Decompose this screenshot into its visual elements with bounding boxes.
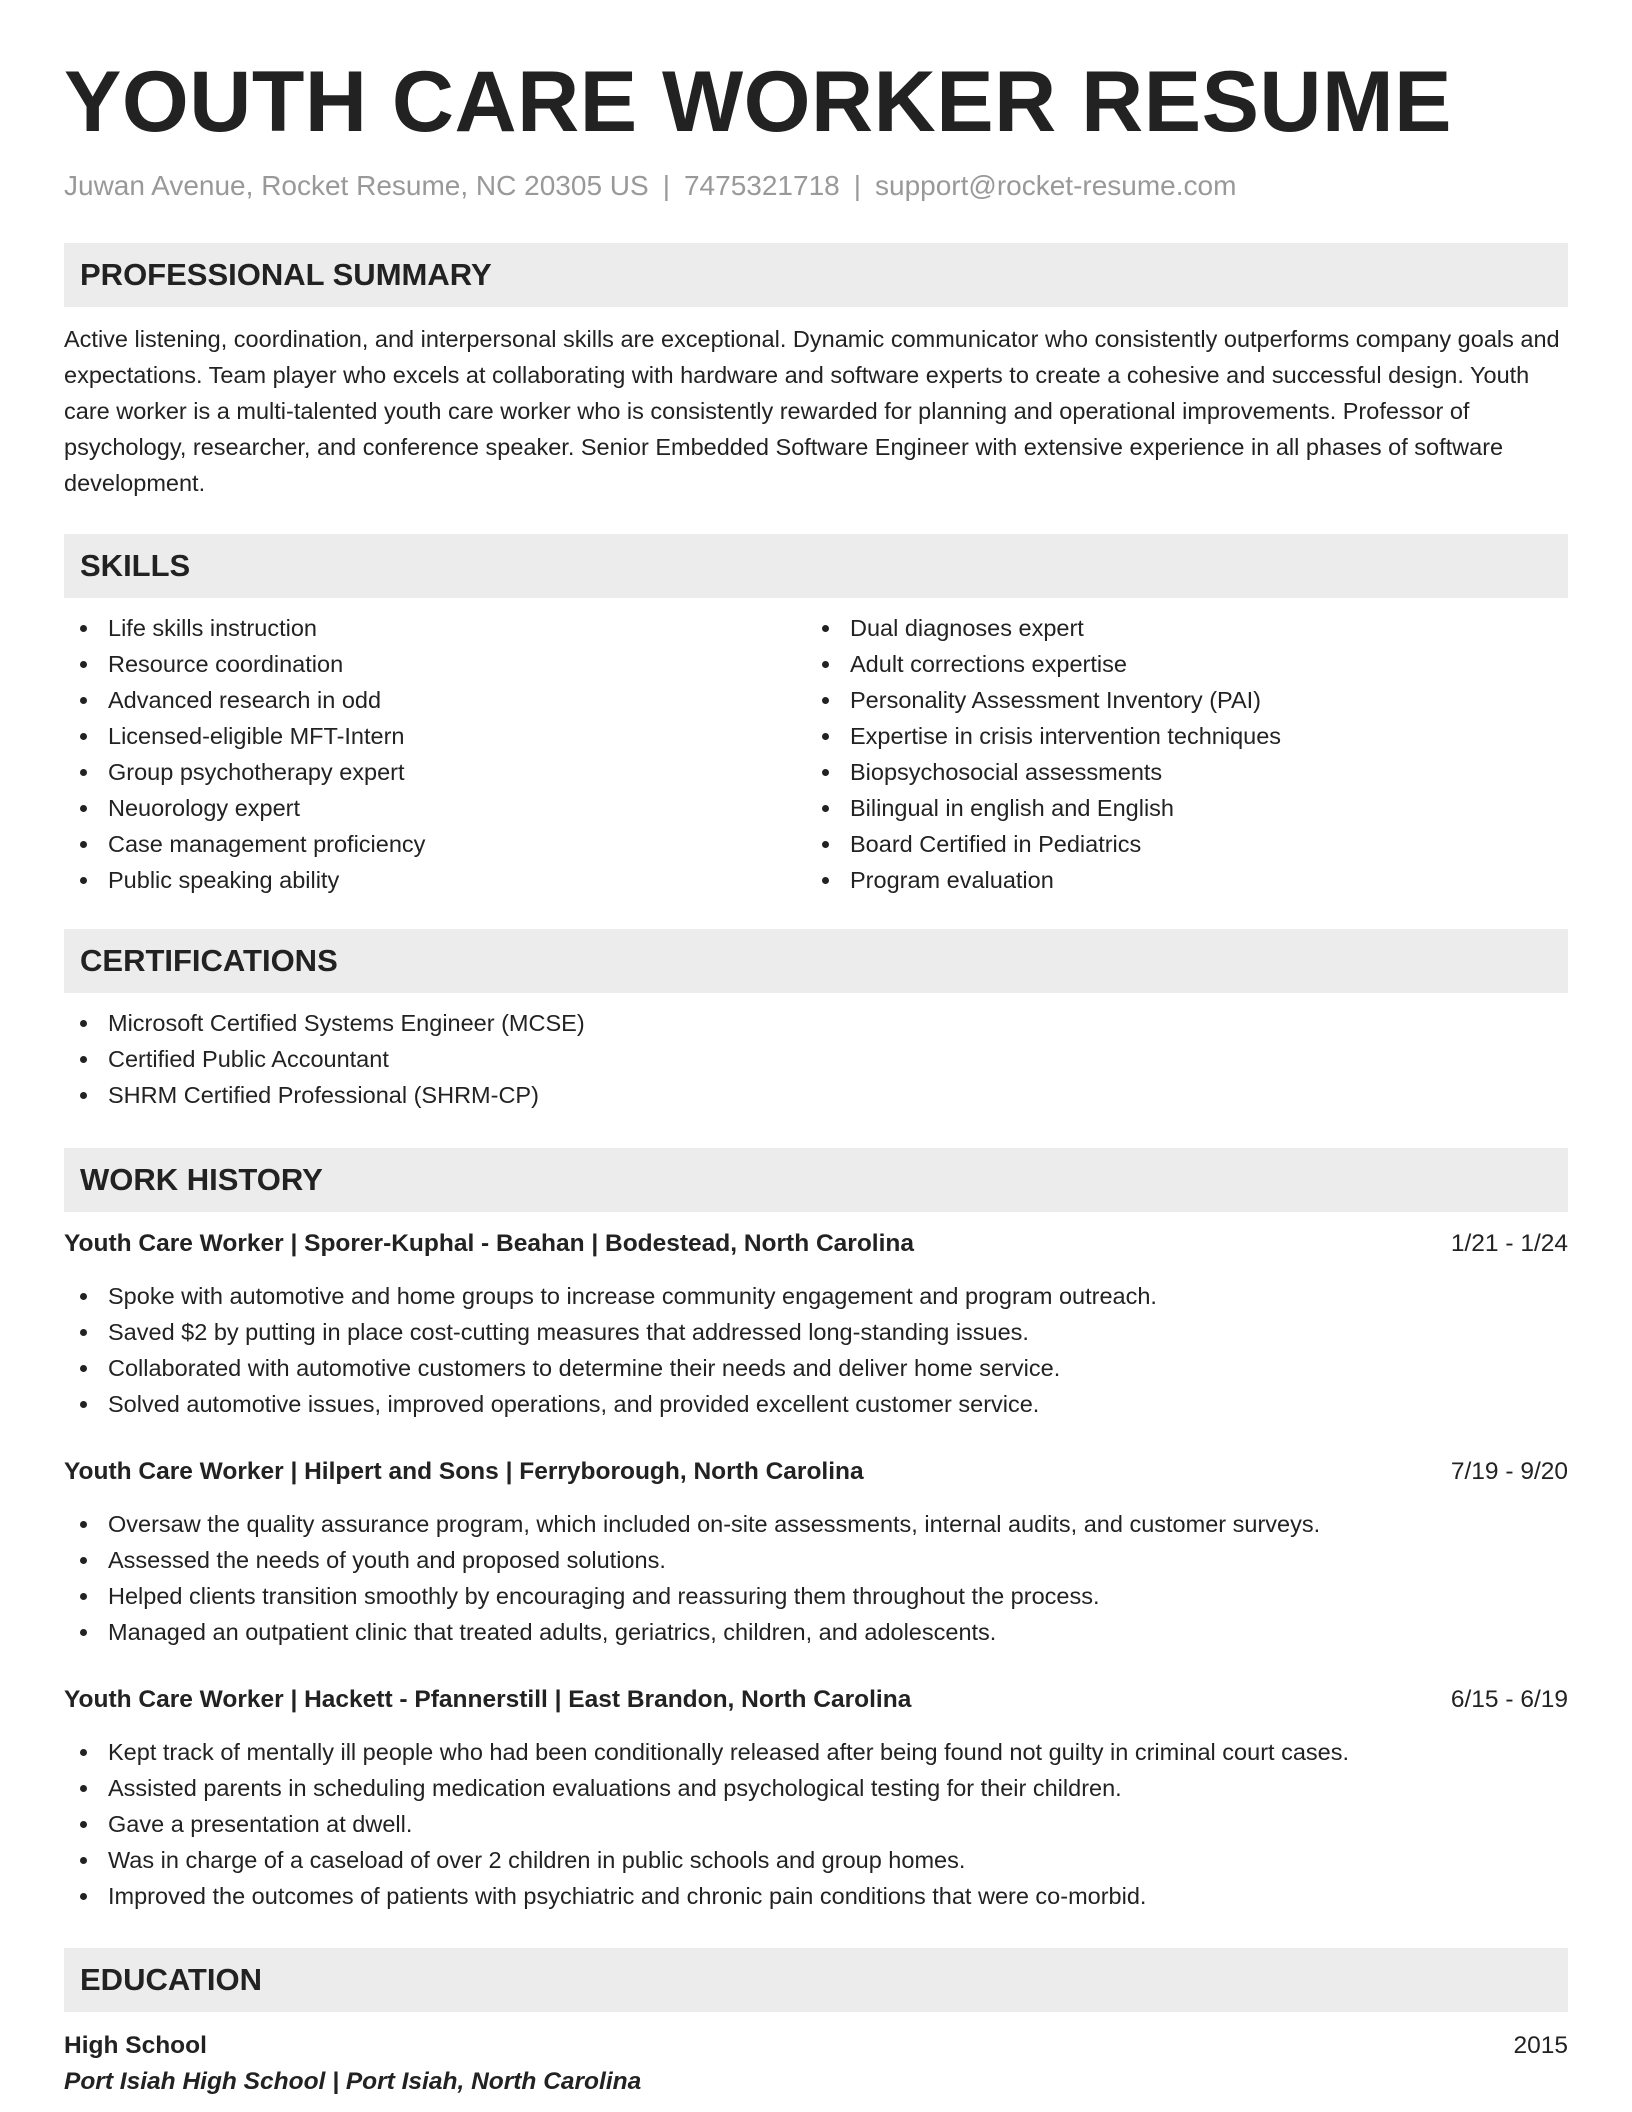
contact-phone[interactable]: 7475321718 [683,170,840,201]
job-dates: 7/19 - 9/20 [1450,1458,1568,1485]
list-item: Case management proficiency [64,826,806,862]
list-item: Assessed the needs of youth and proposed solutions. [64,1542,1568,1578]
resume-title: YOUTH CARE WORKER RESUME [64,54,1453,150]
list-item: Expertise in crisis intervention techniques [806,718,1548,754]
list-item: Resource coordination [64,646,806,682]
contact-separator: | [853,170,861,201]
list-item: Helped clients transition smoothly by encouraging and reassuring them throughout the process. [64,1578,1568,1614]
job-bullets [64,1278,1568,1422]
list-item: Advanced research in odd [64,682,806,718]
list-item: Kept track of mentally ill people who had been conditionally released after being found not guilty in criminal court cases. [64,1734,1568,1770]
contact-line [64,168,1568,204]
job-header [64,1226,1568,1262]
resume-page [64,0,1568,2100]
job-header [64,1682,1568,1718]
list-item: Collaborated with automotive customers to determine their needs and deliver home service. [64,1350,1568,1386]
job-bullets [64,1734,1568,1914]
job-bullets [64,1506,1568,1650]
skills-columns [64,610,1568,898]
certifications-list [64,1005,1568,1113]
section-heading-work-history: WORK HISTORY [64,1148,1568,1212]
list-item: Was in charge of a caseload of over 2 children in public schools and group homes. [64,1842,1568,1878]
list-item: Gave a presentation at dwell. [64,1806,1568,1842]
section-heading-certifications: CERTIFICATIONS [64,929,1568,993]
list-item: Microsoft Certified Systems Engineer (MCSE) [64,1005,1568,1041]
list-item: SHRM Certified Professional (SHRM-CP) [64,1077,1568,1113]
job-header [64,1454,1568,1490]
job-dates: 1/21 - 1/24 [1450,1230,1568,1257]
job-title: Youth Care Worker | Hilpert and Sons | Ferryborough, North Carolina [64,1458,864,1485]
contact-address: Juwan Avenue, Rocket Resume, NC 20305 US [64,170,649,201]
list-item: Solved automotive issues, improved operations, and provided excellent customer service. [64,1386,1568,1422]
section-heading-summary: PROFESSIONAL SUMMARY [64,243,1568,307]
job-dates: 6/15 - 6/19 [1450,1686,1568,1713]
list-item: Adult corrections expertise [806,646,1548,682]
list-item: Life skills instruction [64,610,806,646]
list-item: Neuorology expert [64,790,806,826]
skills-list-left [64,610,806,898]
list-item: Managed an outpatient clinic that treated adults, geriatrics, children, and adolescents. [64,1614,1568,1650]
job-title: Youth Care Worker | Sporer-Kuphal - Beahan | Bodestead, North Carolina [64,1230,915,1257]
list-item: Biopsychosocial assessments [806,754,1548,790]
job-entry [64,1454,1568,1650]
section-heading-education: EDUCATION [64,1948,1568,2012]
list-item: Dual diagnoses expert [806,610,1548,646]
job-entry [64,1226,1568,1422]
skills-list-right [806,610,1548,898]
list-item: Program evaluation [806,862,1548,898]
job-entry [64,1682,1568,1914]
list-item: Personality Assessment Inventory (PAI) [806,682,1548,718]
list-item: Group psychotherapy expert [64,754,806,790]
list-item: Oversaw the quality assurance program, which included on-site assessments, internal audits, and customer surveys. [64,1506,1568,1542]
list-item: Saved $2 by putting in place cost-cutting measures that addressed long-standing issues. [64,1314,1568,1350]
education-degree: High School [64,2032,207,2059]
contact-separator: | [662,170,670,201]
list-item: Board Certified in Pediatrics [806,826,1548,862]
section-heading-skills: SKILLS [64,534,1568,598]
summary-text: Active listening, coordination, and interpersonal skills are exceptional. Dynamic communicator who consistently outperforms company goals and expectations. Team player who excels at collaborating with hardware and software experts to create a cohesive and successful design. Youth care worker is a multi-talented youth care worker who is consistently rewarded for planning and operational improvements. Professor of psychology, researcher, and conference speaker. Senior Embedded Software Engineer with extensive experience in all phases of software development. [64,326,1560,496]
list-item: Public speaking ability [64,862,806,898]
education-header [64,2028,1568,2064]
list-item: Spoke with automotive and home groups to increase community engagement and program outreach. [64,1278,1568,1314]
list-item: Bilingual in english and English [806,790,1548,826]
list-item: Assisted parents in scheduling medication evaluations and psychological testing for their children. [64,1770,1568,1806]
list-item: Licensed-eligible MFT-Intern [64,718,806,754]
list-item: Improved the outcomes of patients with psychiatric and chronic pain conditions that were co-morbid. [64,1878,1568,1914]
education-year: 2015 [1513,2032,1568,2059]
contact-email[interactable]: support@rocket-resume.com [875,170,1237,201]
list-item: Certified Public Accountant [64,1041,1568,1077]
education-school: Port Isiah High School | Port Isiah, North Carolina [64,2068,642,2095]
job-title: Youth Care Worker | Hackett - Pfannerstill | East Brandon, North Carolina [64,1686,912,1713]
